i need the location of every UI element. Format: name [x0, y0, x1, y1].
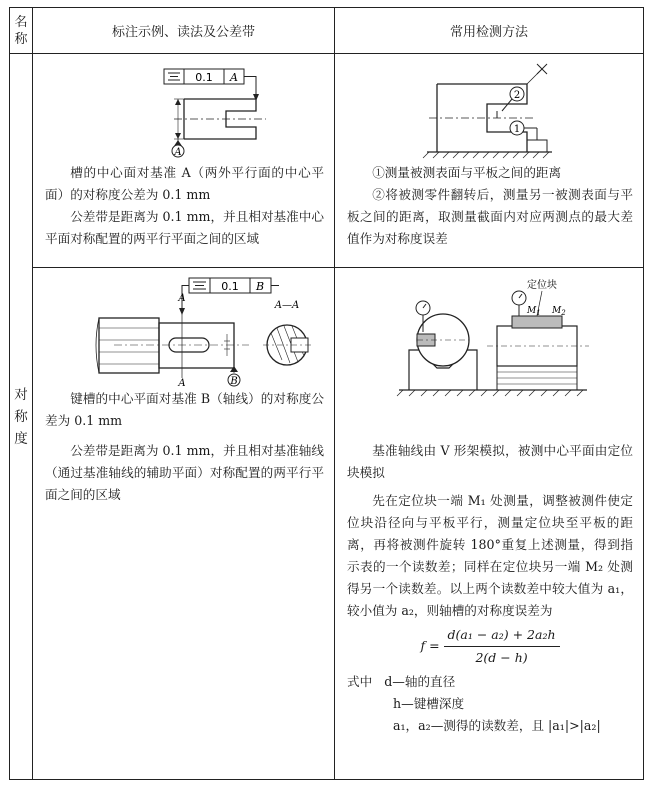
row2-desc1: 键槽的中心平面对基准 B（轴线）的对称度公差为 0.1 mm — [45, 391, 324, 428]
row2-method-figure — [337, 268, 642, 418]
row1-marker-1: 1 — [513, 124, 520, 135]
row2-block-label: 定位块 — [526, 280, 557, 291]
row2-desc2: 公差带是距离为 0.1 mm，并且相对基准轴线（通过基准轴线的辅助平面）对称配置的两平行平面之间的区域 — [45, 443, 324, 502]
row1-annotation-cell — [33, 54, 335, 268]
row2-tolerance-frame — [189, 278, 271, 293]
header-row — [10, 8, 644, 54]
header-annotation: 标注示例、读法及公差带 — [33, 8, 335, 54]
row1-method2: ②将被测零件翻转后，测量另一被测表面与平板之间的距离，取测量截面内对应两测点的最大差值作为对称度误差 — [347, 187, 633, 246]
row-2 — [10, 268, 644, 780]
row2-section-mark-bottom: A — [177, 378, 186, 388]
row1-method-text — [335, 162, 643, 250]
row1-desc2: 公差带是距离为 0.1 mm，并且相对基准中心平面对称配置的两平行平面之间的区域 — [45, 209, 324, 246]
spec-table — [9, 7, 644, 780]
row2-where-list — [335, 671, 643, 737]
row2-frame-tol: 0.1 — [220, 280, 239, 293]
row1-marker-2: 2 — [513, 90, 520, 101]
row2-v-block — [409, 314, 477, 390]
row2-datum-label: B — [229, 376, 238, 387]
row2-side-view — [487, 316, 589, 390]
row2-m2-label: $M_2$ — [551, 306, 566, 317]
row2-method2: 先在定位块一端 M₁ 处测量，调整被测件使定位块沿径向与平板平行，测量定位块至平板的距离，再将被测件旋转 180°重复上述测量，得到指示表的一个读数差；同样在定位块另一端 M₂ 处测得另一个读数差。以上两个读数差中较大值为 a₁，较小值为 a₂，则轴槽的对称度误差为 — [347, 493, 633, 618]
row2-frame-datum: B — [255, 280, 264, 293]
row1-tolerance-frame — [164, 69, 244, 84]
formula-denominator: 2(d − h) — [475, 650, 528, 665]
row1-method-cell — [335, 54, 644, 268]
row1-annotation-text — [33, 162, 334, 250]
formula-numerator: d(a₁ − a₂) + 2a₂h — [444, 624, 560, 647]
row-name-cell — [10, 54, 33, 780]
row2-annotation-figure — [34, 268, 334, 388]
row2-annotation-text — [33, 388, 334, 506]
header-method: 常用检测方法 — [335, 8, 644, 54]
row2-method1: 基准轴线由 V 形架模拟，被测中心平面由定位块模拟 — [347, 443, 633, 480]
row1-desc1: 槽的中心面对基准 A（两外平行面的中心平面）的对称度公差为 0.1 mm — [45, 165, 324, 202]
where-line-3: a₁，a₂—测得的读数差，且 |a₁|>|a₂| — [393, 718, 601, 733]
row1-method-figure — [337, 54, 642, 162]
row2-section-view — [263, 300, 313, 365]
row1-datum-label: A — [173, 147, 182, 158]
row1-surface-plate — [423, 152, 552, 158]
row1-frame-datum: A — [229, 71, 238, 84]
row2-section-label: A—A — [274, 300, 299, 311]
row2-m1-label: $M_1$ — [526, 306, 541, 317]
row1-annotation-figure — [34, 54, 334, 162]
row2-annotation-cell — [33, 268, 335, 780]
row1-part — [174, 99, 266, 146]
row-name: 对称度 — [14, 386, 28, 447]
header-name: 名称 — [10, 8, 33, 54]
where-line-2: h—键槽深度 — [393, 696, 465, 711]
row2-method-cell — [335, 268, 644, 780]
row1-method1: ①测量被测表面与平板之间的距离 — [372, 165, 562, 180]
row2-dial-indicator-right — [512, 291, 526, 316]
row2-surface-plate — [397, 390, 587, 396]
row2-formula: f = $\frac{\text{d(a₁ − a₂) + 2a₂h}}{2(d - h)}$ — [347, 624, 633, 669]
where-line-1: 式中 d—轴的直径 — [347, 674, 456, 689]
row1-frame-tol: 0.1 — [194, 71, 213, 84]
row2-shaft — [96, 303, 249, 378]
row2-section-mark-top: A — [177, 293, 186, 304]
row-1 — [10, 54, 644, 268]
row2-method-text — [335, 440, 643, 669]
